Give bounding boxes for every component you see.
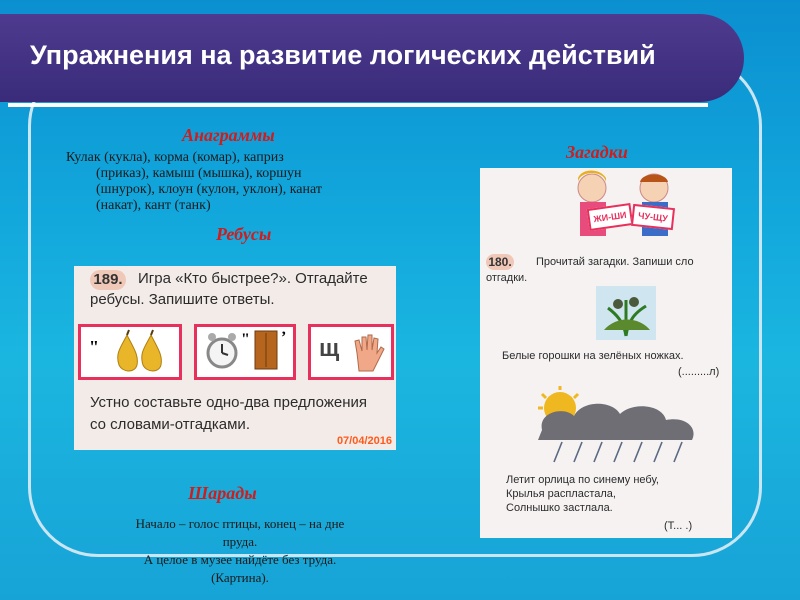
anagrams-line-4: (накат), кант (танк) — [96, 198, 211, 213]
sign-right: ЧУ-ЩУ — [631, 204, 675, 230]
pea-plant-icon — [596, 286, 656, 340]
charades-line-4: (Картина). — [211, 570, 269, 585]
riddle-1: Белые горошки на зелёных ножках. — [502, 350, 684, 362]
rebus-box-pears — [78, 324, 182, 380]
hand-icon — [351, 331, 385, 373]
charades-heading: Шарады — [188, 483, 257, 503]
rebus-box-clock-wardrobe — [194, 324, 296, 380]
riddle-2-answer: (Т... .) — [664, 520, 693, 532]
rebus-instruction-2: ребусы. Запишите ответы. — [90, 291, 275, 308]
rebus-box-2-mark-2: ’ — [281, 329, 287, 346]
rebus-box-hand — [308, 324, 394, 380]
rebuses-heading: Ребусы — [216, 224, 272, 244]
anagrams-line-3: (шнурок), клоун (кулон, уклон), канат — [96, 182, 322, 197]
rebus-box-1-mark: " — [89, 337, 99, 357]
charades-line-3: А целое в музее найдёте без труда. — [143, 552, 337, 567]
rebus-box-3-mark: щ — [319, 335, 340, 362]
charades-text — [70, 515, 410, 587]
anagrams-text — [66, 150, 396, 214]
riddle-1-answer: (.........л) — [678, 366, 720, 378]
wardrobe-icon — [253, 329, 279, 371]
anagrams-heading: Анаграммы — [182, 125, 275, 145]
sign-left: ЖИ-ШИ — [587, 203, 634, 231]
pear-icon — [113, 329, 173, 373]
riddles-picture — [480, 168, 732, 538]
date-stamp: 07/04/2016 — [336, 435, 392, 447]
rebus-number: 189. — [90, 270, 126, 290]
anagrams-line-2: (приказ), камыш (мышка), коршун — [96, 166, 302, 181]
riddle-2-line-2: Крылья распластала, — [506, 488, 616, 500]
riddle-2-line-1: Летит орлица по синему небу, — [506, 474, 659, 486]
charades-line-2: пруда. — [222, 534, 258, 549]
rebus-box-2-mark-1: " — [241, 331, 250, 348]
anagrams-line-1: Кулак (кукла), корма (комар), каприз — [66, 150, 284, 165]
rebus-picture — [74, 266, 396, 450]
riddles-number: 180. — [486, 254, 514, 270]
alarm-clock-icon — [205, 331, 239, 371]
charades-line-1: Начало – голос птицы, конец – на дне — [135, 516, 345, 531]
rebus-task-1: Устно составьте одно-два предложения — [90, 394, 368, 411]
riddles-instruction-1: Прочитай загадки. Запиши сло — [536, 256, 694, 268]
title-underline — [8, 103, 708, 107]
riddles-instruction-2: отгадки. — [486, 272, 528, 284]
page-title: Упражнения на развитие логических действий — [30, 40, 656, 70]
riddle-2-line-3: Солнышко застлала. — [506, 502, 613, 514]
rebus-instruction-1: Игра «Кто быстрее?». Отгадайте — [138, 270, 368, 287]
sun-clouds-icon — [502, 386, 712, 466]
riddles-heading: Загадки — [566, 142, 628, 162]
rebus-task-2: со словами-отгадками. — [90, 416, 250, 433]
